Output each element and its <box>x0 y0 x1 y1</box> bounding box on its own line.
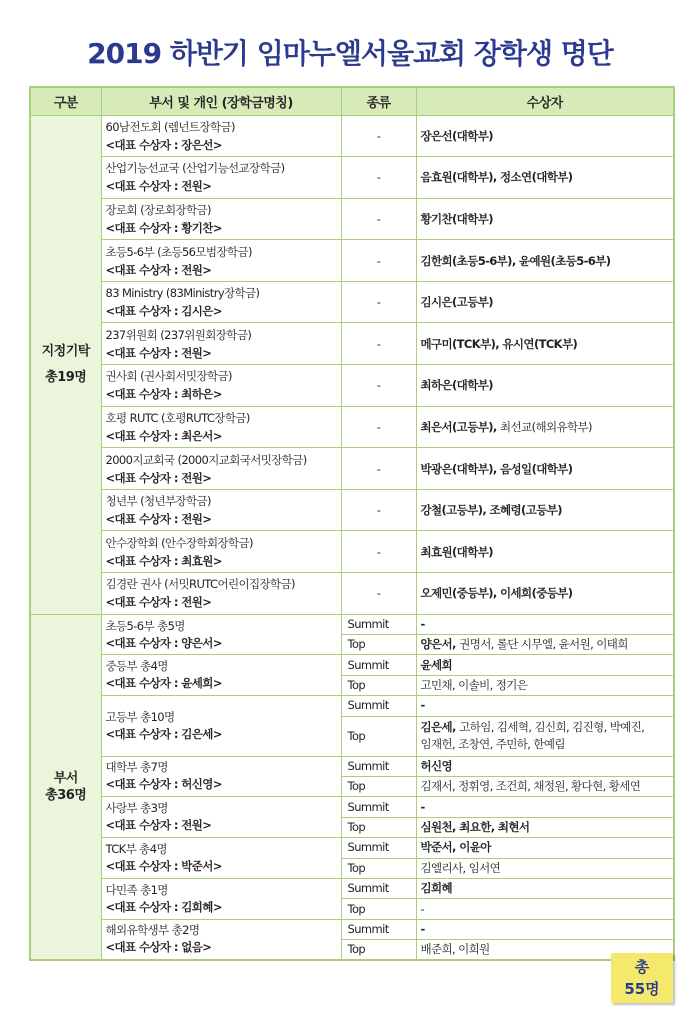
table-row <box>30 240 674 282</box>
summit-recipients-text: 박준서, 이윤아 <box>420 840 491 855</box>
representative: <대표 수상자 : 전원> <box>105 262 212 277</box>
scholarship-name: 호평 RUTC (호평RUTC장학금) <box>105 410 250 425</box>
recipients-cell: 최하은(대학부) <box>416 365 674 407</box>
group-count: 총36명 <box>45 787 87 803</box>
table-row <box>30 281 674 323</box>
type-top: Top <box>341 858 416 878</box>
scholarship-name: 83 Ministry (83Ministry장학금) <box>105 286 260 301</box>
table-row <box>30 115 674 157</box>
type-summit: Summit <box>341 878 416 898</box>
department-cell <box>101 448 341 490</box>
top-recipients <box>416 675 674 695</box>
type-cell: - <box>341 323 416 365</box>
department-cell <box>101 157 341 199</box>
header-type: 종류 <box>341 87 416 115</box>
type-cell: - <box>341 531 416 573</box>
recipients-cell: 장은선(대학부) <box>416 115 674 157</box>
department-cell <box>101 696 341 756</box>
department-cell <box>101 406 341 448</box>
representative: <대표 수상자 : 김시은> <box>105 304 222 319</box>
type-summit: Summit <box>341 919 416 939</box>
recipients-cell: 김한희(초등5-6부), 윤예원(초등5-6부) <box>416 240 674 282</box>
representative: <대표 수상자 : 최효원> <box>105 553 222 568</box>
top-recipients-line2: 임재헌, 조창연, 주민하, 한예림 <box>420 737 565 752</box>
recipients-cell <box>416 406 674 448</box>
group-departments <box>30 614 101 960</box>
scholarship-name: 산업기능선교국 (산업기능선교장학금) <box>105 161 285 176</box>
representative: <대표 수상자 : 전원> <box>105 345 212 360</box>
summit-recipients-text: 김희혜 <box>420 881 453 896</box>
summit-recipients <box>416 696 674 716</box>
type-cell: - <box>341 240 416 282</box>
table-row <box>30 531 674 573</box>
table-row <box>30 696 674 716</box>
type-summit: Summit <box>341 756 416 776</box>
table-row <box>30 919 674 939</box>
summit-recipients <box>416 838 674 858</box>
department-cell <box>101 919 341 960</box>
top-recipients <box>416 776 674 796</box>
header-department: 부서 및 개인 (장학금명칭) <box>101 87 341 115</box>
representative: <대표 수상자 : 양은서> <box>105 635 222 650</box>
scholarship-name: 60남전도회 (렘넌트장학금) <box>105 119 235 134</box>
department-cell <box>101 240 341 282</box>
scholarship-name: 안수장학회 (안수장학회장학금) <box>105 535 253 550</box>
table-row <box>30 878 674 898</box>
recipients-cell: 최효원(대학부) <box>416 531 674 573</box>
department-name: 중등부 총4명 <box>105 659 168 674</box>
table-header-row <box>30 87 674 115</box>
recipients-cell: 김시은(고등부) <box>416 281 674 323</box>
representative: <대표 수상자 : 없음> <box>105 940 212 955</box>
representative: <대표 수상자 : 전원> <box>105 470 212 485</box>
type-summit: Summit <box>341 655 416 675</box>
group-label: 부서 <box>53 770 78 786</box>
table-row <box>30 489 674 531</box>
representative: <대표 수상자 : 전원> <box>105 512 212 527</box>
representative: <대표 수상자 : 장은선> <box>105 137 222 152</box>
type-cell: - <box>341 489 416 531</box>
recipients-bold: 최은서(고등부), <box>420 419 501 434</box>
recipients-cell: 음효원(대학부), 정소연(대학부) <box>416 157 674 199</box>
table-row <box>30 406 674 448</box>
scholarship-name: 청년부 (청년부장학금) <box>105 494 211 509</box>
summit-recipients <box>416 878 674 898</box>
department-cell <box>101 365 341 407</box>
top-recipients-normal: 고민채, 이솔비, 정기은 <box>420 677 528 692</box>
summit-recipients <box>416 756 674 776</box>
table-row <box>30 838 674 858</box>
table-row <box>30 365 674 407</box>
table-row <box>30 157 674 199</box>
department-cell <box>101 838 341 879</box>
recipients-cell: 메구미(TCK부), 유시연(TCK부) <box>416 323 674 365</box>
summit-recipients-text: 윤세희 <box>420 657 453 672</box>
summit-recipients <box>416 655 674 675</box>
group-count: 총19명 <box>45 369 87 385</box>
representative: <대표 수상자 : 최하은> <box>105 387 222 402</box>
top-recipients <box>416 635 674 655</box>
department-cell <box>101 756 341 797</box>
representative: <대표 수상자 : 윤세희> <box>105 676 222 691</box>
type-top: Top <box>341 940 416 960</box>
representative: <대표 수상자 : 최은서> <box>105 428 222 443</box>
type-summit: Summit <box>341 696 416 716</box>
page-title: 2019 하반기 임마누엘서울교회 장학생 명단 <box>87 37 613 70</box>
department-cell <box>101 281 341 323</box>
table-row <box>30 448 674 490</box>
header-recipients: 수상자 <box>416 87 674 115</box>
representative: <대표 수상자 : 전원> <box>105 595 212 610</box>
summit-recipients <box>416 919 674 939</box>
type-top: Top <box>341 716 416 756</box>
top-recipients-normal: - <box>420 901 425 916</box>
department-cell <box>101 198 341 240</box>
department-name: 고등부 총10명 <box>105 709 175 724</box>
summit-recipients <box>416 797 674 817</box>
top-recipients-bold: 양은서, <box>420 637 460 652</box>
top-recipients <box>416 817 674 837</box>
department-name: TCK부 총4명 <box>105 842 167 857</box>
top-recipients-normal: 김엘리사, 임서연 <box>420 860 501 875</box>
scholarship-name: 김경란 권사 (서밋RUTC어린이집장학금) <box>105 577 295 592</box>
recipients-cell: 박광은(대학부), 음성일(대학부) <box>416 448 674 490</box>
group-designated-donation <box>30 115 101 614</box>
department-name: 다민족 총1명 <box>105 882 168 897</box>
department-name: 사랑부 총3명 <box>105 801 168 816</box>
recipients-normal: 최선교(해외유학부) <box>500 419 592 434</box>
top-recipients-bold: 심원천, 최요한, 최현서 <box>420 819 530 834</box>
department-cell <box>101 323 341 365</box>
type-top: Top <box>341 776 416 796</box>
representative: <대표 수상자 : 전원> <box>105 818 212 833</box>
representative: <대표 수상자 : 전원> <box>105 179 212 194</box>
top-recipients <box>416 858 674 878</box>
type-cell: - <box>341 573 416 615</box>
top-recipients-normal: 권명서, 롤단 시무엘, 윤서원, 이태희 <box>459 637 628 652</box>
type-cell: - <box>341 157 416 199</box>
header-category: 구분 <box>30 87 101 115</box>
scholarship-name: 장로회 (장로회장학금) <box>105 202 211 217</box>
department-cell <box>101 878 341 919</box>
table-row <box>30 198 674 240</box>
type-cell: - <box>341 281 416 323</box>
recipients-cell: 황기찬(대학부) <box>416 198 674 240</box>
scholarship-table <box>29 86 675 961</box>
total-value: 55명 <box>624 980 660 998</box>
department-name: 대학부 총7명 <box>105 760 168 775</box>
department-cell <box>101 797 341 838</box>
total-label: 총 <box>634 958 650 976</box>
scholarship-name: 권사회 (권사회서밋장학금) <box>105 369 232 384</box>
type-top: Top <box>341 675 416 695</box>
group-label: 지정기탁 <box>41 343 90 359</box>
department-name: 해외유학생부 총2명 <box>105 923 200 938</box>
summit-recipients-text: 허신영 <box>420 758 453 773</box>
type-cell: - <box>341 115 416 157</box>
representative: <대표 수상자 : 박준서> <box>105 859 222 874</box>
department-name: 초등5-6부 총5명 <box>105 618 185 633</box>
top-recipients-normal: 김재서, 정휘영, 조건희, 채정원, 황다현, 황세연 <box>420 779 641 794</box>
department-cell <box>101 489 341 531</box>
department-cell <box>101 655 341 696</box>
recipients-cell: 강철(고등부), 조혜령(고등부) <box>416 489 674 531</box>
representative: <대표 수상자 : 허신영> <box>105 777 222 792</box>
type-top: Top <box>341 899 416 919</box>
summit-recipients-text: - <box>420 799 425 814</box>
top-recipients-normal: 고하임, 김세혁, 김신희, 김진형, 박예진, <box>459 720 645 735</box>
type-cell: - <box>341 406 416 448</box>
total-count-badge <box>611 953 673 1003</box>
type-cell: - <box>341 365 416 407</box>
summit-recipients-text: - <box>420 698 425 713</box>
table-row <box>30 573 674 615</box>
top-recipients-normal: 배준희, 이희원 <box>420 942 490 957</box>
representative: <대표 수상자 : 황기찬> <box>105 220 222 235</box>
department-cell <box>101 614 341 655</box>
representative: <대표 수상자 : 김은세> <box>105 726 222 741</box>
recipients-cell: 오제민(중등부), 이세희(중등부) <box>416 573 674 615</box>
summit-recipients-text: - <box>420 616 425 631</box>
type-summit: Summit <box>341 797 416 817</box>
table-row <box>30 323 674 365</box>
top-recipients-bold: 김은세, <box>420 720 460 735</box>
type-top: Top <box>341 817 416 837</box>
scholarship-name: 초등5-6부 (초등56모범장학금) <box>105 244 252 259</box>
department-cell <box>101 573 341 615</box>
type-cell: - <box>341 198 416 240</box>
table-row <box>30 614 674 634</box>
scholarship-name: 2000지교회국 (2000지교회국서밋장학금) <box>105 452 307 467</box>
top-recipients <box>416 899 674 919</box>
type-cell: - <box>341 448 416 490</box>
table-row <box>30 655 674 675</box>
summit-recipients-text: - <box>420 921 425 936</box>
table-row <box>30 797 674 817</box>
department-cell <box>101 115 341 157</box>
scholarship-name: 237위원회 (237위원회장학금) <box>105 327 252 342</box>
type-summit: Summit <box>341 838 416 858</box>
representative: <대표 수상자 : 김희혜> <box>105 899 222 914</box>
table-row <box>30 756 674 776</box>
type-summit: Summit <box>341 614 416 634</box>
top-recipients <box>416 716 674 756</box>
summit-recipients <box>416 614 674 634</box>
department-cell <box>101 531 341 573</box>
type-top: Top <box>341 635 416 655</box>
